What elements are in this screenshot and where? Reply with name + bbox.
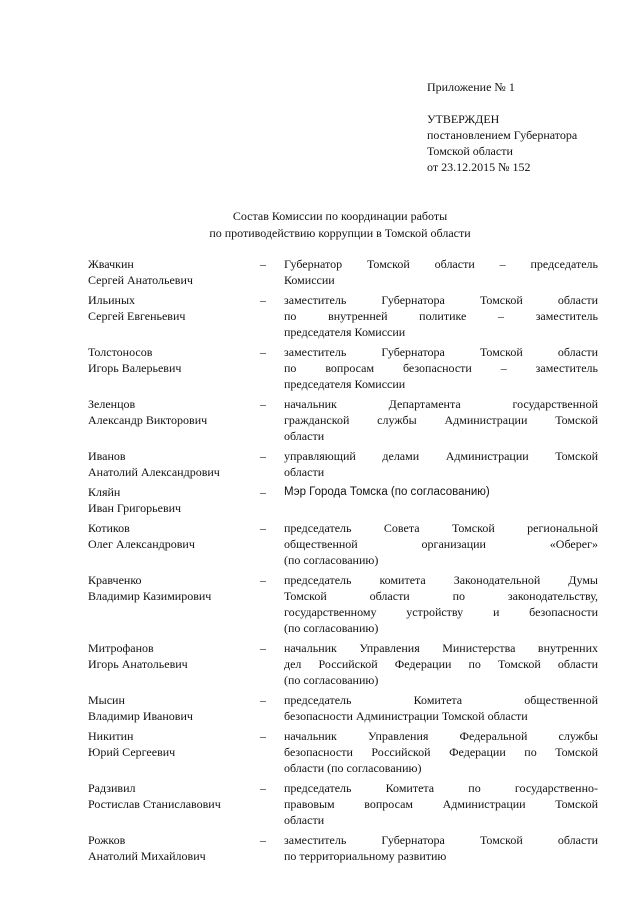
member-name [88, 832, 260, 864]
member-name [88, 520, 260, 568]
member-surname: Толстоносов [88, 345, 153, 359]
member-surname: Иванов [88, 449, 126, 463]
member-given-name: Сергей Анатольевич [88, 273, 193, 287]
member-dash: – [260, 729, 266, 743]
member-role-line: области [284, 429, 325, 443]
member-role-line: по территориальному развитию [284, 849, 447, 863]
member-role [284, 572, 598, 636]
member-role-line: безопасности Российской Федерации по Томской [284, 745, 598, 759]
member-role-line: начальник Управления Федеральной службы [284, 729, 598, 743]
member-role-line: заместитель Губернатора Томской области [284, 345, 598, 359]
member-role [284, 448, 598, 480]
member-role-line: гражданской службы Администрации Томской [284, 413, 598, 427]
member-name [88, 572, 260, 636]
member-dash: – [260, 293, 266, 307]
member-role-line: (по согласованию) [284, 673, 379, 687]
member-role-line: управляющий делами Администрации Томской [284, 449, 598, 463]
member-given-name: Владимир Казимирович [88, 589, 212, 603]
member-name [88, 640, 260, 688]
member-surname: Кравченко [88, 573, 142, 587]
member-row [88, 728, 598, 776]
member-given-name: Анатолий Александрович [88, 465, 220, 479]
member-name [88, 484, 260, 516]
member-dash: – [260, 485, 266, 499]
document-title [60, 208, 620, 242]
member-dash: – [260, 449, 266, 463]
approval-line: постановлением Губернатора [427, 128, 578, 142]
member-name [88, 344, 260, 392]
member-name [88, 780, 260, 828]
member-role-line: начальник Департамента государственной [284, 397, 598, 411]
member-row [88, 692, 598, 724]
member-role [284, 256, 598, 288]
member-surname: Никитин [88, 729, 134, 743]
spacer [427, 95, 577, 111]
member-role-line: председатель Совета Томской региональной [284, 521, 598, 535]
member-row [88, 484, 598, 516]
member-surname: Ильиных [88, 293, 136, 307]
member-given-name: Игорь Валерьевич [88, 361, 182, 375]
member-role [284, 832, 598, 864]
members-list [88, 256, 598, 868]
member-given-name: Юрий Сергеевич [88, 745, 176, 759]
member-role-line: области (по согласованию) [284, 761, 422, 775]
member-row [88, 256, 598, 288]
member-role [284, 292, 598, 340]
member-name [88, 448, 260, 480]
member-dash: – [260, 521, 266, 535]
member-role [284, 780, 598, 828]
member-role-line: Мэр Города Томска (по согласованию) [284, 486, 490, 498]
member-role-line: председатель Комитета по государственно- [284, 781, 598, 795]
member-row [88, 780, 598, 828]
member-dash: – [260, 397, 266, 411]
member-given-name: Иван Григорьевич [88, 501, 182, 515]
member-role-line: заместитель Губернатора Томской области [284, 833, 598, 847]
appendix-number: Приложение № 1 [427, 80, 515, 94]
member-role-line: по вопросам безопасности – заместитель [284, 361, 598, 375]
member-role-line: по внутренней политике – заместитель [284, 309, 598, 323]
member-surname: Радзивил [88, 781, 136, 795]
member-surname: Рожков [88, 833, 126, 847]
member-given-name: Владимир Иванович [88, 709, 193, 723]
member-name [88, 728, 260, 776]
member-dash: – [260, 573, 266, 587]
member-role-line: безопасности Администрации Томской области [284, 709, 528, 723]
member-role-line: (по согласованию) [284, 621, 379, 635]
member-given-name: Сергей Евгеньевич [88, 309, 186, 323]
member-role-line: Комиссии [284, 273, 335, 287]
member-given-name: Александр Викторович [88, 413, 208, 427]
member-given-name: Олег Александрович [88, 537, 195, 551]
member-role [284, 640, 598, 688]
member-role [284, 344, 598, 392]
member-role-line: председатель комитета Законодательной Думы [284, 573, 598, 587]
member-name [88, 292, 260, 340]
approval-block [427, 79, 577, 175]
member-role-line: правовым вопросам Администрации Томской [284, 797, 598, 811]
member-surname: Кляйн [88, 485, 121, 499]
member-role-line: заместитель Губернатора Томской области [284, 293, 598, 307]
member-role [284, 520, 598, 568]
member-role [284, 692, 598, 724]
member-role-line: дел Российской Федерации по Томской области [284, 657, 598, 671]
member-row [88, 572, 598, 636]
member-row [88, 344, 598, 392]
member-surname: Котиков [88, 521, 130, 535]
member-dash: – [260, 781, 266, 795]
member-role [284, 484, 598, 516]
member-role-line: области [284, 813, 325, 827]
member-row [88, 520, 598, 568]
member-given-name: Ростислав Станиславович [88, 797, 221, 811]
title-line: Состав Комиссии по координации работы [232, 209, 448, 223]
member-row [88, 292, 598, 340]
member-role-line: председателя Комиссии [284, 325, 406, 339]
member-given-name: Анатолий Михайлович [88, 849, 206, 863]
member-dash: – [260, 257, 266, 271]
member-role-line: Томской области по законодательству, [284, 589, 598, 603]
member-name [88, 396, 260, 444]
member-row [88, 396, 598, 444]
member-row [88, 640, 598, 688]
member-role-line: области [284, 465, 325, 479]
member-dash: – [260, 641, 266, 655]
member-role-line: председателя Комиссии [284, 377, 406, 391]
approval-date: от 23.12.2015 № 152 [427, 160, 531, 174]
member-row [88, 448, 598, 480]
member-role-line: (по согласованию) [284, 553, 379, 567]
member-given-name: Игорь Анатольевич [88, 657, 188, 671]
member-role-line: государственному устройству и безопасности [284, 605, 598, 619]
member-role-line: председатель Комитета общественной [284, 693, 598, 707]
member-role-line: Губернатор Томской области – председатель [284, 257, 598, 271]
member-dash: – [260, 833, 266, 847]
member-surname: Зеленцов [88, 397, 136, 411]
member-role [284, 396, 598, 444]
member-surname: Мысин [88, 693, 125, 707]
member-dash: – [260, 345, 266, 359]
member-name [88, 692, 260, 724]
member-dash: – [260, 693, 266, 707]
member-name [88, 256, 260, 288]
member-role-line: начальник Управления Министерства внутренних [284, 641, 598, 655]
title-line: по противодействию коррупции в Томской области [209, 226, 471, 240]
member-role [284, 728, 598, 776]
member-surname: Митрофанов [88, 641, 154, 655]
member-surname: Жвачкин [88, 257, 134, 271]
member-role-line: общественной организации «Оберег» [284, 537, 598, 551]
member-row [88, 832, 598, 864]
approved-label: УТВЕРЖДЕН [427, 112, 500, 126]
approval-line: Томской области [427, 144, 513, 158]
